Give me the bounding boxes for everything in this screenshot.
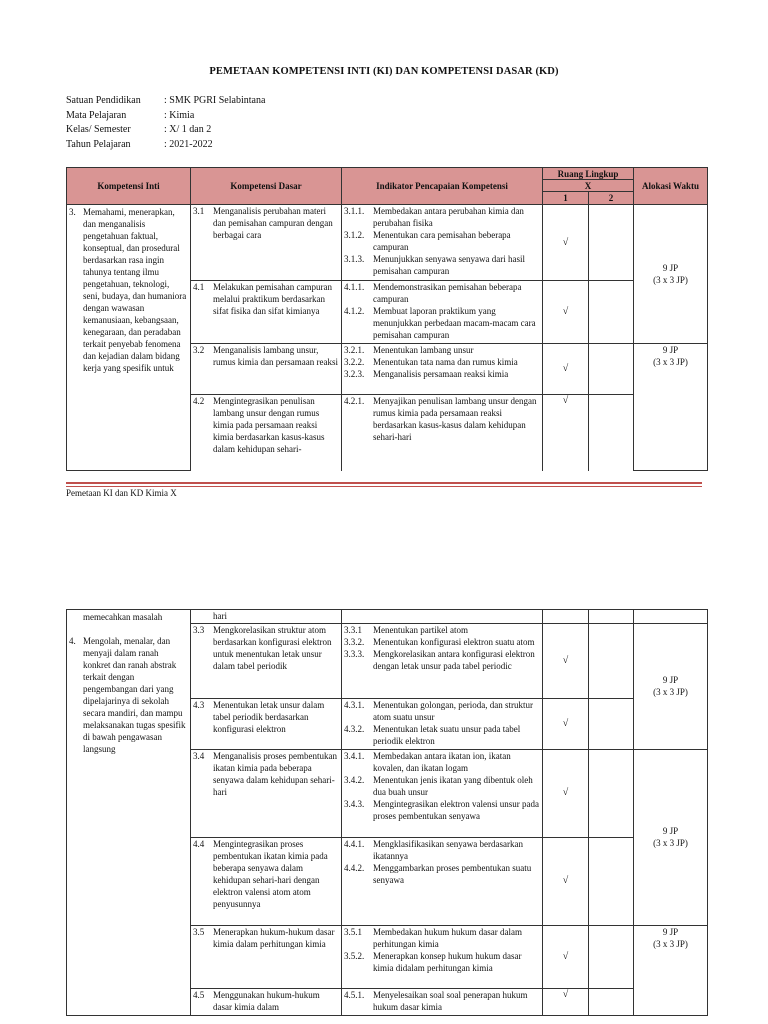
kd-number: 4.2 <box>193 396 205 406</box>
meta-value: : SMK PGRI Selabintana <box>164 95 266 106</box>
ipk-cell <box>342 281 543 344</box>
alokasi-jp: 9 JP <box>662 263 679 273</box>
semester-2-cell <box>589 610 634 624</box>
alokasi-detail: (3 x 3 JP) <box>653 275 688 285</box>
header-semester-2: 2 <box>589 192 634 205</box>
semester-2-cell <box>589 988 634 1015</box>
meta-value: : 2021-2022 <box>164 138 213 150</box>
ipk-number: 3.5.2. <box>344 950 365 961</box>
semester-1-cell <box>543 610 589 624</box>
semester-2-cell <box>589 205 634 281</box>
kd-number: 4.3 <box>193 699 205 710</box>
kd-cell <box>191 988 342 1015</box>
ipk-text: Menentukan jenis ikatan yang dibentuk oleh dua buah unsur <box>373 774 533 797</box>
meta-row <box>66 123 265 138</box>
header-alokasi: Alokasi Waktu <box>634 168 708 205</box>
ipk-cell <box>342 344 543 395</box>
footer-rule-thin <box>66 486 702 487</box>
ipk-number: 3.2.1. <box>344 345 365 355</box>
ipk-number: 4.4.1. <box>344 838 365 849</box>
semester-2-cell <box>589 837 634 925</box>
ipk-text: Menentukan golongan, perioda, dan struktur atom suatu unsur <box>373 699 533 722</box>
header-kelas: X <box>543 180 634 192</box>
check-mark: √ <box>543 698 589 749</box>
ipk-cell <box>342 205 543 281</box>
ki-text: Memahami, menerapkan, dan menganalisis pengetahuan faktual, konseptual, dan prosedural berdasarkan rasa ingin tahunya tentang ilmu pengetahuan, teknologi, seni, budaya, dan humaniora dengan wawasan kemanusiaan, kebangsaan, kenegaraan, dan peradaban terkait penyebab fenomena dan kejadian dalam bidang kerja yang spesifik untuk <box>83 207 187 373</box>
kd-number: 3.3 <box>193 624 205 635</box>
ipk-text: Mengkorelasikan antara konfigurasi elektron dengan letak unsur pada tabel periodic <box>373 648 535 671</box>
check-mark: √ <box>543 749 589 837</box>
ipk-text: Menyelesaikan soal soal penerapan hukum hukum dasar kimia <box>373 989 528 1012</box>
kd-text: Mengkorelasikan struktur atom berdasarkan konfigurasi elektron untuk menentukan letak unsur dalam tabel periodik <box>213 624 332 671</box>
kd-text: Mengintegrasikan penulisan lambang unsur dengan rumus kimia pada persamaan reaksi kimia berdasarkan kasus-kasus dalam kehidupan sehari- <box>213 396 325 454</box>
check-mark: √ <box>543 837 589 925</box>
ipk-text: Mengintegrasikan elektron valensi unsur pada proses pembentukan senyawa <box>373 798 539 821</box>
check-mark: √ <box>543 623 589 698</box>
ipk-cell-continued <box>342 610 543 624</box>
alokasi-detail: (3 x 3 JP) <box>653 938 688 949</box>
semester-2-cell <box>589 395 634 471</box>
ki-4-cell <box>67 623 191 1015</box>
kd-text: Mengintegrasikan proses pembentukan ikatan kimia pada beberapa senyawa dalam kehidupan sehari-hari dengan elektron valensi atom atom penyusunnya <box>213 838 328 909</box>
kd-cell <box>191 281 342 344</box>
document-meta <box>66 94 265 152</box>
kd-cell <box>191 698 342 749</box>
meta-label: Kelas/ Semester <box>66 124 131 135</box>
ipk-number: 3.2.2. <box>344 357 365 367</box>
ipk-number: 3.4.1. <box>344 750 365 761</box>
semester-2-cell <box>589 344 634 395</box>
ki-text: memecahkan masalah <box>83 612 163 622</box>
alokasi-cell <box>634 925 708 1015</box>
ipk-number: 4.1.1. <box>344 282 365 292</box>
kd-text: Menerapkan hukum-hukum dasar kimia dalam perhitungan kimia <box>213 926 335 949</box>
semester-2-cell <box>589 281 634 344</box>
ipk-number: 3.1.2. <box>344 230 365 240</box>
alokasi-jp: 9 JP <box>662 345 679 355</box>
semester-2-cell <box>589 698 634 749</box>
meta-value: : Kimia <box>164 109 195 121</box>
meta-label: Tahun Pelajaran <box>66 138 131 150</box>
semester-2-cell <box>589 623 634 698</box>
header-ruang-lingkup: Ruang Lingkup <box>543 168 634 180</box>
kd-cell <box>191 925 342 988</box>
alokasi-cell <box>634 344 708 471</box>
ipk-text: Menerapkan konsep hukum hukum dasar kimia didalam perhitungan kimia <box>373 950 522 973</box>
meta-label: Satuan Pendidikan <box>66 95 141 106</box>
ipk-number: 3.4.3. <box>344 798 365 809</box>
header-semester-1: 1 <box>543 192 589 205</box>
ipk-text: Menentukan tata nama dan rumus kimia <box>373 357 518 367</box>
kd-number: 4.5 <box>193 989 205 1000</box>
ipk-text: Membedakan antara perubahan kimia dan perubahan fisika <box>373 206 524 228</box>
competency-table-part1 <box>66 167 708 471</box>
header-ki: Kompetensi Inti <box>67 168 191 205</box>
ipk-number: 3.1.3. <box>344 254 365 264</box>
header-kd: Kompetensi Dasar <box>191 168 342 205</box>
check-mark: √ <box>543 925 589 988</box>
ipk-text: Menentukan lambang unsur <box>373 345 474 355</box>
ipk-number: 3.2.3. <box>344 369 365 379</box>
meta-row <box>66 109 265 124</box>
ipk-number: 4.5.1. <box>344 989 365 1000</box>
ki-3-cell <box>67 205 191 471</box>
kd-cell <box>191 837 342 925</box>
kd-cell <box>191 749 342 837</box>
ipk-cell <box>342 749 543 837</box>
alokasi-cell-continued <box>634 610 708 624</box>
ipk-text: Membuat laporan praktikum yang menunjukkan perbedaan macam-macam cara pemisahan campuran <box>373 306 536 340</box>
ki-number: 3. <box>69 207 76 217</box>
kd-text: Menggunakan hukum-hukum dasar kimia dalam <box>213 989 320 1012</box>
kd-cell <box>191 395 342 471</box>
alokasi-detail: (3 x 3 JP) <box>653 357 688 367</box>
kd-number: 4.1 <box>193 282 205 292</box>
ipk-text: Menentukan partikel atom <box>373 624 468 635</box>
ipk-number: 3.3.3. <box>344 648 365 659</box>
ipk-cell <box>342 925 543 988</box>
ipk-cell <box>342 988 543 1015</box>
ipk-cell <box>342 623 543 698</box>
kd-text: Menganalisis lambang unsur, rumus kimia dan persamaan reaksi <box>213 345 338 367</box>
ipk-number: 3.3.2. <box>344 636 365 647</box>
ipk-text: Mengklasifikasikan senyawa berdasarkan ikatannya <box>373 838 523 861</box>
ipk-text: Menyajikan penulisan lambang unsur dengan rumus kimia pada persamaan reaksi berdasarkan kasus-kasus dalam kehidupan sehari-hari <box>373 396 537 442</box>
kd-number: 4.4 <box>193 838 205 849</box>
ki-3-continued <box>67 610 191 624</box>
check-mark: √ <box>543 988 589 1015</box>
meta-value: : X/ 1 dan 2 <box>164 124 212 135</box>
kd-cell-continued <box>191 610 342 624</box>
kd-text: Melakukan pemisahan campuran melalui praktikum berdasarkan sifat fisika dan sifat kimianya <box>213 282 332 316</box>
kd-cell <box>191 205 342 281</box>
ipk-text: Menggambarkan proses pembentukan suatu senyawa <box>373 862 532 885</box>
ipk-number: 3.5.1 <box>344 926 362 937</box>
ipk-text: Membedakan hukum hukum dasar dalam perhitungan kimia <box>373 926 522 949</box>
alokasi-detail: (3 x 3 JP) <box>653 838 688 848</box>
document-title: PEMETAAN KOMPETENSI INTI (KI) DAN KOMPETENSI DASAR (KD) <box>209 66 559 77</box>
ipk-text: Menentukan cara pemisahan beberapa campuran <box>373 230 511 252</box>
alokasi-detail: (3 x 3 JP) <box>653 687 688 697</box>
kd-number: 3.2 <box>193 345 205 355</box>
header-ipk: Indikator Pencapaian Kompetensi <box>342 168 543 205</box>
alokasi-cell <box>634 623 708 749</box>
kd-cell <box>191 344 342 395</box>
ipk-text: Menunjukkan senyawa senyawa dari hasil pemisahan campuran <box>373 254 525 276</box>
meta-label: Mata Pelajaran <box>66 109 127 121</box>
ipk-number: 3.4.2. <box>344 774 365 785</box>
alokasi-jp: 9 JP <box>662 926 679 937</box>
semester-2-cell <box>589 925 634 988</box>
kd-text: Menentukan letak unsur dalam tabel periodik berdasarkan konfigurasi elektron <box>213 699 325 734</box>
ipk-cell <box>342 395 543 471</box>
alokasi-cell <box>634 749 708 925</box>
kd-number: 3.4 <box>193 750 205 761</box>
ipk-text: Menentukan konfigurasi elektron suatu atom <box>373 636 535 647</box>
check-mark: √ <box>543 395 589 471</box>
ipk-number: 4.3.1. <box>344 699 365 710</box>
ipk-text: Membedakan antara ikatan ion, ikatan kovalen, dan ikatan logam <box>373 750 511 773</box>
ipk-cell <box>342 698 543 749</box>
competency-table-part2 <box>66 609 708 1016</box>
ipk-number: 4.4.2. <box>344 862 365 873</box>
kd-text: hari <box>213 611 227 621</box>
kd-number: 3.1 <box>193 206 205 216</box>
ki-number: 4. <box>69 636 76 646</box>
kd-text: Menganalisis perubahan materi dan pemisahan campuran dengan berbagai cara <box>213 206 333 240</box>
meta-row <box>66 138 265 153</box>
ipk-text: Menganalisis persamaan reaksi kimia <box>373 369 509 379</box>
alokasi-jp: 9 JP <box>662 675 679 685</box>
page-footer: Pemetaan KI dan KD Kimia X <box>66 488 177 498</box>
ki-text: Mengolah, menalar, dan menyaji dalam ranah konkret dan ranah abstrak terkait dengan pengembangan dari yang dipelajarinya di sekolah secara mandiri, dan mampu melaksanakan tugas spesifik di bawah pengawasan langsung <box>83 636 186 754</box>
ipk-cell <box>342 837 543 925</box>
ipk-number: 4.2.1. <box>344 396 365 406</box>
check-mark: √ <box>543 281 589 344</box>
ipk-number: 4.1.2. <box>344 306 365 316</box>
ipk-number: 3.1.1. <box>344 206 365 216</box>
ipk-number: 4.3.2. <box>344 723 365 734</box>
check-mark: √ <box>543 344 589 395</box>
kd-text: Menganalisis proses pembentukan ikatan kimia pada beberapa senyawa dalam kehidupan sehari-hari <box>213 750 337 797</box>
ipk-text: Mendemonstrasikan pemisahan beberapa campuran <box>373 282 522 304</box>
alokasi-cell <box>634 205 708 344</box>
check-mark: √ <box>543 205 589 281</box>
semester-2-cell <box>589 749 634 837</box>
footer-rule <box>66 482 702 484</box>
kd-cell <box>191 623 342 698</box>
meta-row <box>66 94 265 109</box>
ipk-text: Menentukan letak suatu unsur pada tabel periodik elektron <box>373 723 521 746</box>
alokasi-jp: 9 JP <box>662 826 679 836</box>
ipk-number: 3.3.1 <box>344 624 362 635</box>
kd-number: 3.5 <box>193 926 205 937</box>
